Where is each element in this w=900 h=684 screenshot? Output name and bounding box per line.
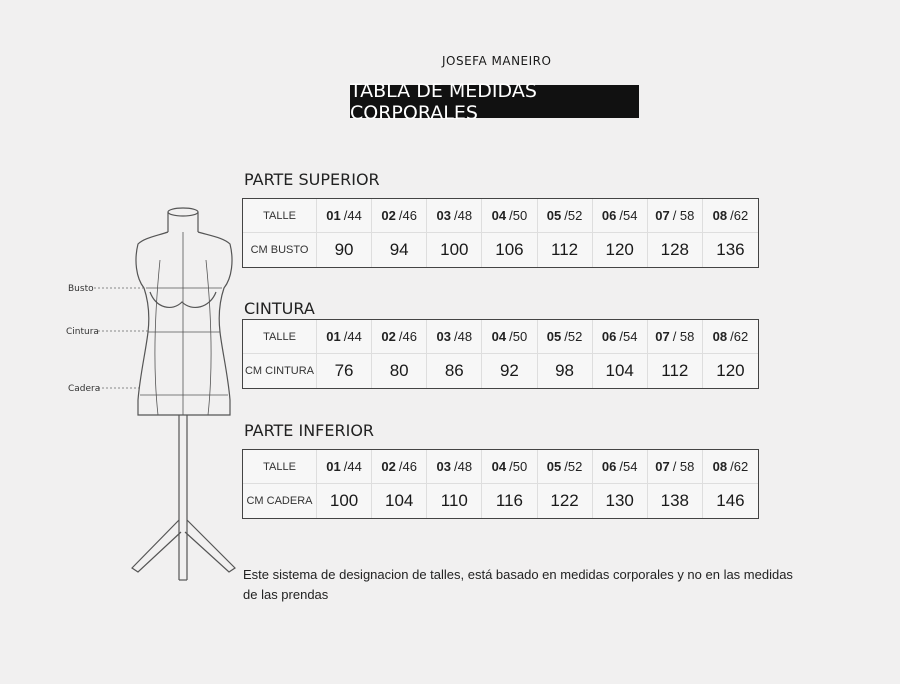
size-equivalent: /46 xyxy=(398,459,417,474)
measure-value: 100 xyxy=(317,484,372,518)
measure-value: 120 xyxy=(716,361,745,380)
size-table-busto xyxy=(242,198,759,268)
size-cell xyxy=(482,199,537,233)
size-equivalent: /52 xyxy=(564,208,583,223)
size-equivalent: /48 xyxy=(454,208,473,223)
size-cell xyxy=(593,320,648,354)
size-cell xyxy=(538,450,593,484)
size-equivalent: /62 xyxy=(730,459,749,474)
busto-label: Busto xyxy=(68,284,94,294)
page-title xyxy=(350,79,639,124)
row-label-measure: CM BUSTO xyxy=(243,233,317,267)
size-cell xyxy=(427,199,482,233)
measure-value: 112 xyxy=(648,354,703,388)
page-title-text: TABLA DE MEDIDAS CORPORALES xyxy=(350,79,537,124)
size-number: 06 xyxy=(601,459,617,474)
size-number: 03 xyxy=(436,329,451,344)
measure-value: 116 xyxy=(482,484,537,518)
size-cell xyxy=(482,450,537,484)
size-number: 02 xyxy=(381,208,396,223)
size-equivalent: /46 xyxy=(398,208,417,223)
size-number: 05 xyxy=(546,329,562,344)
measure-value: 138 xyxy=(648,484,703,518)
size-equivalent: /62 xyxy=(730,329,749,344)
size-number: 03 xyxy=(436,459,451,474)
size-number: 04 xyxy=(491,459,507,474)
size-cell xyxy=(427,450,482,484)
measure-value: 136 xyxy=(716,240,745,259)
size-number: 01 xyxy=(326,208,341,223)
size-cell xyxy=(372,450,427,484)
size-number: 01 xyxy=(326,329,341,344)
row-label-measure: CM CINTURA xyxy=(243,354,317,388)
measure-value: 94 xyxy=(372,233,427,267)
size-number: 08 xyxy=(712,459,728,474)
size-number: 08 xyxy=(712,329,728,344)
measure-value: 90 xyxy=(317,233,372,267)
size-number: 07 xyxy=(655,459,670,474)
size-equivalent: /52 xyxy=(564,459,583,474)
size-cell xyxy=(648,450,703,484)
size-equivalent: /48 xyxy=(454,329,473,344)
size-number: 06 xyxy=(601,208,617,223)
size-equivalent: /52 xyxy=(564,329,583,344)
size-number: 03 xyxy=(436,208,451,223)
size-equivalent: /54 xyxy=(619,329,638,344)
section-title-inferior: PARTE INFERIOR xyxy=(244,421,375,440)
size-equivalent: /44 xyxy=(343,329,362,344)
size-table-cintura xyxy=(242,319,759,389)
size-cell xyxy=(703,320,758,354)
size-cell xyxy=(703,450,758,484)
measure-value: 80 xyxy=(372,354,427,388)
row-label-talle: TALLE xyxy=(243,450,317,484)
measure-value: 104 xyxy=(593,354,648,388)
measure-value: 92 xyxy=(482,354,537,388)
size-number: 05 xyxy=(546,459,562,474)
size-cell xyxy=(317,450,372,484)
size-cell xyxy=(482,320,537,354)
measure-value: 130 xyxy=(593,484,648,518)
measure-value: 98 xyxy=(538,354,593,388)
size-number: 08 xyxy=(712,208,728,223)
size-number: 07 xyxy=(655,329,670,344)
size-cell xyxy=(593,450,648,484)
measure-value: 110 xyxy=(427,484,482,518)
size-cell xyxy=(648,199,703,233)
measure-value: 106 xyxy=(482,233,537,267)
cadera-label: Cadera xyxy=(68,384,101,394)
size-equivalent: /46 xyxy=(398,329,417,344)
size-cell xyxy=(648,320,703,354)
size-equivalent: /48 xyxy=(454,459,473,474)
cintura-label: Cintura xyxy=(66,327,99,337)
size-equivalent: / 58 xyxy=(672,208,695,223)
size-cell xyxy=(317,199,372,233)
row-label-measure: CM CADERA xyxy=(243,484,317,518)
size-number: 02 xyxy=(381,329,396,344)
size-equivalent: /50 xyxy=(509,208,528,223)
size-cell xyxy=(593,199,648,233)
size-number: 07 xyxy=(655,208,670,223)
size-number: 04 xyxy=(491,329,507,344)
measure-value: 128 xyxy=(648,233,703,267)
size-number: 05 xyxy=(546,208,562,223)
size-equivalent: /54 xyxy=(619,459,638,474)
size-cell xyxy=(538,199,593,233)
measure-value: 122 xyxy=(538,484,593,518)
measure-value: 146 xyxy=(716,491,745,510)
measure-value: 120 xyxy=(593,233,648,267)
size-cell xyxy=(372,320,427,354)
size-equivalent: /62 xyxy=(730,208,749,223)
size-equivalent: /50 xyxy=(509,329,528,344)
section-title-cintura: CINTURA xyxy=(244,299,315,318)
size-number: 04 xyxy=(491,208,507,223)
size-cell xyxy=(372,199,427,233)
footnote-text: Este sistema de designacion de talles, está basado en medidas corporales y no en las medidas de las prendas xyxy=(243,567,793,602)
measure-value: 104 xyxy=(372,484,427,518)
measure-value: 112 xyxy=(538,233,593,267)
mannequin-illustration xyxy=(60,200,240,585)
size-equivalent: /54 xyxy=(619,208,638,223)
size-number: 06 xyxy=(601,329,617,344)
size-number: 01 xyxy=(326,459,341,474)
measure-value: 76 xyxy=(317,354,372,388)
row-label-talle: TALLE xyxy=(243,320,317,354)
size-cell xyxy=(538,320,593,354)
size-equivalent: /44 xyxy=(343,459,362,474)
size-equivalent: / 58 xyxy=(672,329,695,344)
size-cell xyxy=(703,199,758,233)
size-cell xyxy=(427,320,482,354)
size-equivalent: /44 xyxy=(343,208,362,223)
row-label-talle: TALLE xyxy=(243,199,317,233)
size-equivalent: /50 xyxy=(509,459,528,474)
size-equivalent: / 58 xyxy=(672,459,695,474)
measure-value: 100 xyxy=(427,233,482,267)
size-number: 02 xyxy=(381,459,396,474)
section-title-superior: PARTE SUPERIOR xyxy=(244,170,380,189)
size-table-cadera xyxy=(242,449,759,519)
size-cell xyxy=(317,320,372,354)
brand-logo: JOSEFA MANEIRO xyxy=(442,54,552,68)
measure-value: 86 xyxy=(427,354,482,388)
